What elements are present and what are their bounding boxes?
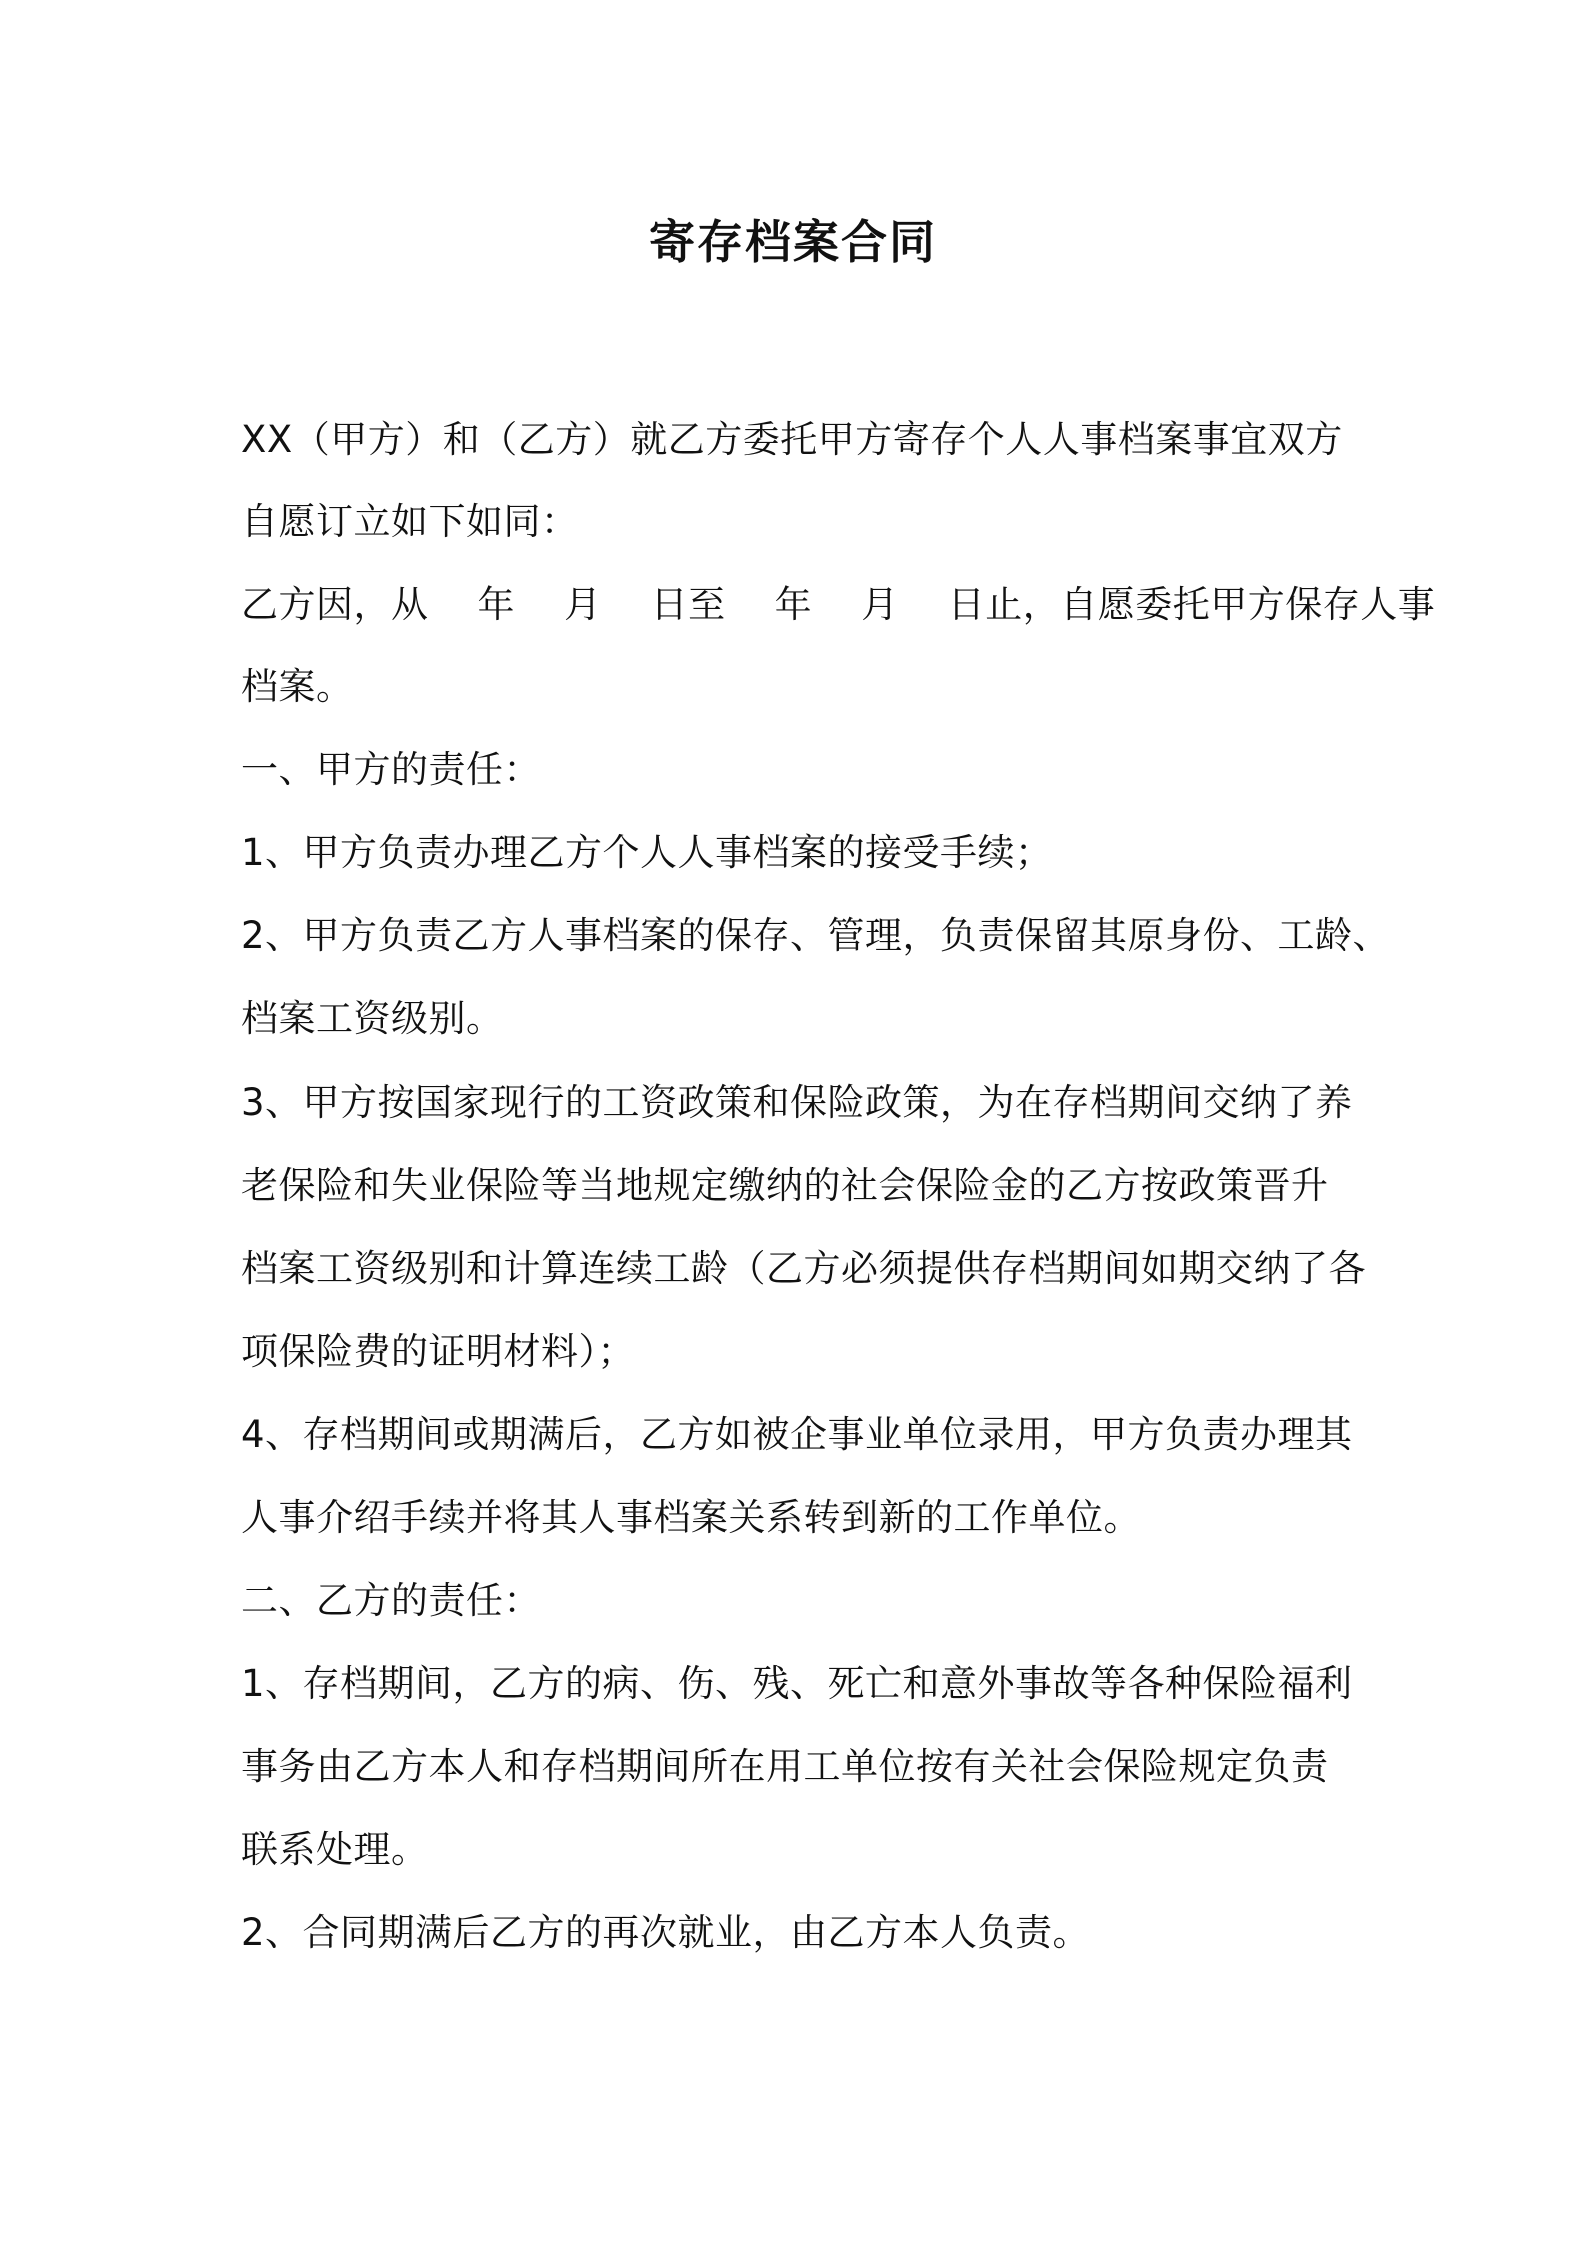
body-line: 事务由乙方本人和存档期间所在用工单位按有关社会保险规定负责 (241, 1745, 1329, 1788)
body-line: 1、存档期间，乙方的病、伤、残、死亡和意外事故等各种保险福利 (241, 1662, 1353, 1705)
body-line: 人事介绍手续并将其人事档案关系转到新的工作单位。 (241, 1496, 1141, 1539)
body-line: 老保险和失业保险等当地规定缴纳的社会保险金的乙方按政策晋升 (241, 1164, 1329, 1207)
body-line: 2、合同期满后乙方的再次就业，由乙方本人负责。 (241, 1911, 1091, 1954)
body-line: 自愿订立如下如同： (241, 500, 579, 543)
body-line: 乙方因，从 年 月 日至 年 月 日止，自愿委托甲方保存人事 (241, 583, 1436, 626)
body-line: 联系处理。 (241, 1828, 429, 1871)
body-line: 1、甲方负责办理乙方个人人事档案的接受手续； (241, 831, 1053, 874)
section-heading: 一、甲方的责任： (241, 748, 541, 791)
body-line: 项保险费的证明材料）； (241, 1330, 635, 1373)
body-line: 2、甲方负责乙方人事档案的保存、管理，负责保留其原身份、工龄、 (241, 914, 1391, 957)
body-line: 档案工资级别。 (241, 997, 504, 1040)
document-title: 寄存档案合同 (649, 215, 937, 269)
body-line: 档案。 (241, 665, 354, 708)
body-line: 4、存档期间或期满后，乙方如被企事业单位录用，甲方负责办理其 (241, 1413, 1353, 1456)
body-line: 3、甲方按国家现行的工资政策和保险政策，为在存档期间交纳了养 (241, 1081, 1353, 1124)
body-line: 档案工资级别和计算连续工龄（乙方必须提供存档期间如期交纳了各 (241, 1247, 1366, 1290)
body-line: XX（甲方）和（乙方）就乙方委托甲方寄存个人人事档案事宜双方 (241, 418, 1343, 461)
section-heading: 二、乙方的责任： (241, 1579, 541, 1622)
